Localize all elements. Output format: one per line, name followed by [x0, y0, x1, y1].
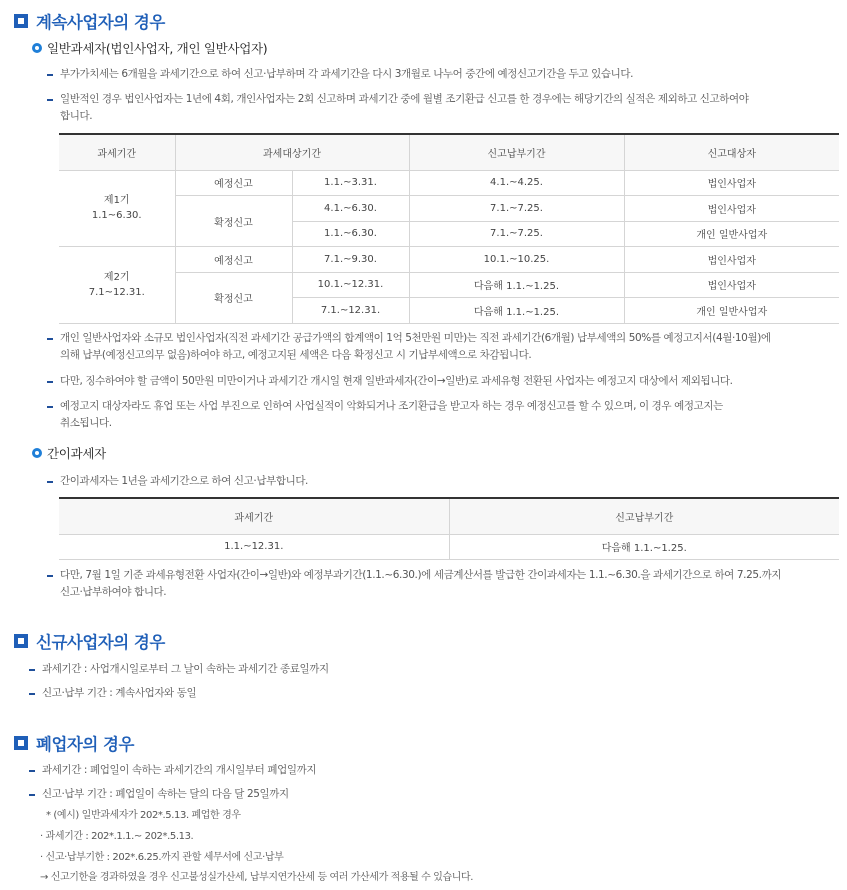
- square-bullet-icon: [14, 14, 28, 28]
- section-heading-continuing: 계속사업자의 경우: [14, 9, 165, 33]
- bullet-item: 과세기간 : 폐업일이 속하는 과세기간의 개시일부터 폐업일까지: [42, 762, 832, 779]
- bullet-item: 개인 일반사업자와 소규모 법인사업자(직전 과세기간 공급가액의 합계액이 1억 5천만원 미만)는 직전 과세기간(6개월) 납부세액의 50%를 예정고지서(4월·10월)에 의해 납부(예정신고의무 없음)하여야 하고, 예정고지된 세액은 다음 확정신고 시 기납부세액으로 차감됩니다.: [60, 330, 840, 364]
- bullet-item: 과세기간 : 사업개시일로부터 그 날이 속하는 과세기간 종료일까지: [42, 661, 832, 678]
- dash-bullet-icon: [29, 669, 35, 671]
- table-row: 확정신고 4.1.~6.30. 7.1.~7.25. 법인사업자: [59, 196, 839, 222]
- filing-type-cell: 예정신고: [175, 247, 292, 273]
- circle-bullet-icon: [32, 448, 42, 458]
- table-header: 과세기간: [59, 134, 175, 170]
- dash-bullet-icon: [47, 406, 53, 408]
- filing-type-cell: 확정신고: [175, 196, 292, 247]
- table-row: 확정신고 10.1.~12.31. 다음해 1.1.~1.25. 법인사업자: [59, 272, 839, 298]
- bullet-item: 신고·납부 기간 : 폐업일이 속하는 달의 다음 달 25일까지: [42, 786, 832, 803]
- table-row: 제1기 1.1~6.30. 예정신고 1.1.~3.31. 4.1.~4.25. 법인사업자: [59, 170, 839, 196]
- bullet-item: 다만, 7월 1일 기준 과세유형전환 사업자(간이→일반)와 예정부과기간(1.1.~6.30.)에 세금계산서를 발급한 간이과세자는 1.1.~6.30.을 과세기간으로 하여 7.25.까지 신고·납부하여야 합니다.: [60, 567, 840, 601]
- example-detail: · 과세기간 : 202*.1.1.~ 202*.5.13.: [40, 831, 194, 842]
- subheading-general-taxpayer: 일반과세자(법인사업자, 개인 일반사업자): [32, 39, 267, 57]
- dash-bullet-icon: [47, 481, 53, 483]
- filing-type-cell: 예정신고: [175, 170, 292, 196]
- dash-bullet-icon: [47, 575, 53, 577]
- period-cell: 제1기 1.1~6.30.: [59, 170, 175, 247]
- section-heading-closed-business: 폐업자의 경우: [14, 731, 134, 755]
- bullet-item: 부가가치세는 6개월을 과세기간으로 하여 신고·납부하며 각 과세기간을 다시 3개월로 나누어 중간에 예정신고기간을 두고 있습니다.: [60, 66, 840, 83]
- circle-bullet-icon: [32, 43, 42, 53]
- dash-bullet-icon: [29, 770, 35, 772]
- penalty-note: → 신고기한을 경과하였을 경우 신고불성실가산세, 납부지연가산세 등 여러 가산세가 적용될 수 있습니다.: [40, 872, 474, 883]
- table-header: 신고납부기간: [409, 134, 624, 170]
- bullet-item: 일반적인 경우 법인사업자는 1년에 4회, 개인사업자는 2회 신고하며 과세기간 중에 월별 조기환급 신고를 한 경우에는 해당기간의 실적은 제외하고 신고하여야 합니다.: [60, 91, 840, 125]
- square-bullet-icon: [14, 736, 28, 750]
- bullet-item: 신고·납부 기간 : 계속사업자와 동일: [42, 685, 832, 702]
- subheading-simplified-taxpayer: 간이과세자: [32, 444, 106, 462]
- filing-type-cell: 확정신고: [175, 272, 292, 323]
- dash-bullet-icon: [47, 74, 53, 76]
- table-header: 과세대상기간: [175, 134, 409, 170]
- dash-bullet-icon: [29, 794, 35, 796]
- example-note: * (예시) 일반과세자가 202*.5.13. 폐업한 경우: [46, 810, 241, 821]
- dash-bullet-icon: [47, 338, 53, 340]
- dash-bullet-icon: [29, 693, 35, 695]
- example-detail: · 신고·납부기한 : 202*.6.25.까지 관할 세무서에 신고·납부: [40, 852, 284, 863]
- bullet-item: 예정고지 대상자라도 휴업 또는 사업 부진으로 인하여 사업실적이 악화되거나 조기환급을 받고자 하는 경우 예정신고를 할 수 있으며, 이 경우 예정고지는 취소됩니다.: [60, 398, 840, 432]
- table-row: 1.1.~6.30. 7.1.~7.25. 개인 일반사업자: [59, 221, 839, 247]
- table-header: 신고대상자: [624, 134, 839, 170]
- square-bullet-icon: [14, 634, 28, 648]
- dash-bullet-icon: [47, 99, 53, 101]
- general-taxpayer-table: [59, 133, 839, 324]
- table-row: 제2기 7.1~12.31. 예정신고 7.1.~9.30. 10.1.~10.25. 법인사업자: [59, 247, 839, 273]
- bullet-item: 간이과세자는 1년을 과세기간으로 하여 신고·납부합니다.: [60, 473, 840, 490]
- bullet-item: 다만, 징수하여야 할 금액이 50만원 미만이거나 과세기간 개시일 현재 일반과세자(간이→일반)로 과세유형 전환된 사업자는 예정고지 대상에서 제외됩니다.: [60, 373, 840, 390]
- table-header: 신고납부기간: [449, 498, 839, 534]
- section-heading-new-business: 신규사업자의 경우: [14, 629, 165, 653]
- dash-bullet-icon: [47, 381, 53, 383]
- table-row: 1.1.~12.31. 다음해 1.1.~1.25.: [59, 534, 839, 560]
- table-header: 과세기간: [59, 498, 449, 534]
- simplified-taxpayer-table: [59, 497, 839, 560]
- table-row: 7.1.~12.31. 다음해 1.1.~1.25. 개인 일반사업자: [59, 298, 839, 324]
- period-cell: 제2기 7.1~12.31.: [59, 247, 175, 324]
